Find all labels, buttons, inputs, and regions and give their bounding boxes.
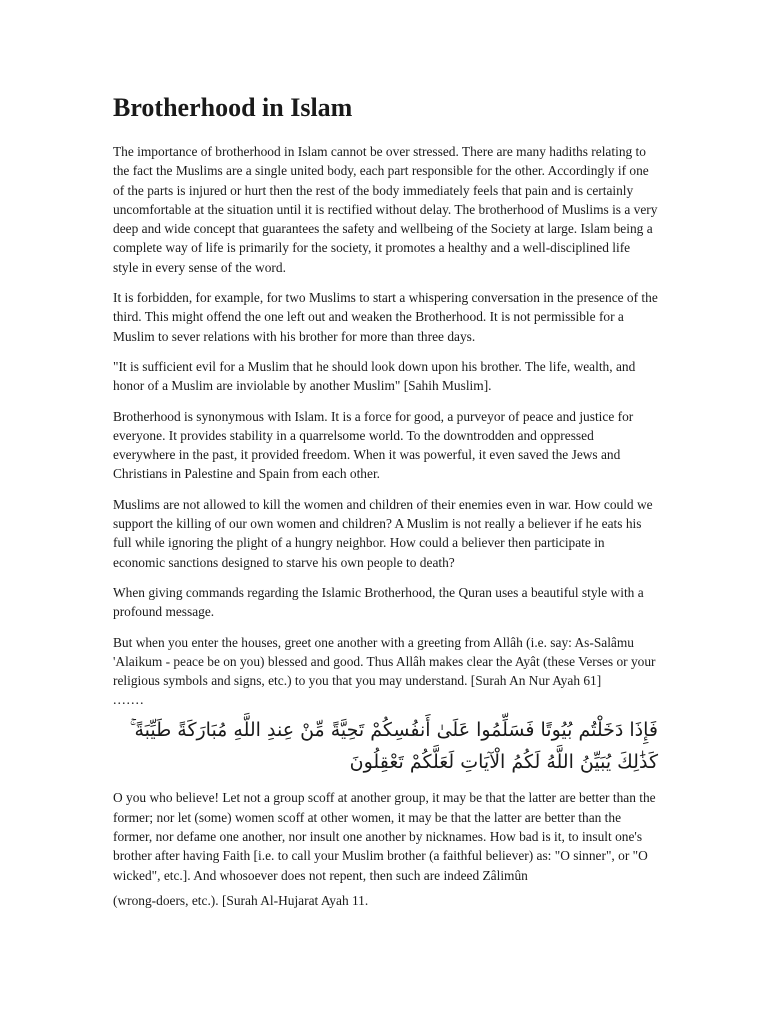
paragraph-synonymous: Brotherhood is synonymous with Islam. It is a force for good, a purveyor of peace and justice for everyone. It provides stability in a quarrelsome world. To the downtrodden and oppressed everywhere in the past, it provided freedom. When it was powerful, it even saved the Jews and Christians in Palestine and Spain from each other. <box>113 408 634 482</box>
paragraph-hujarat-reference: (wrong-doers, etc.). [Surah Al-Hujarat Ayah 11. <box>113 892 369 908</box>
paragraph-whispering: It is forbidden, for example, for two Muslims to start a whispering conversation in the presence of the third. This might offend the one left out and weaken the Brotherhood. It is not permissible for a Muslim to sever relations with his brother for more than three days. <box>113 290 658 344</box>
paragraph-brotherhood-importance: The importance of brotherhood in Islam cannot be over stressed. There are many hadiths relating to the fact the Muslims are a single united body, each part responsible for the other. Accordingly if one of the parts is injured or hurt then the rest of the body immediately feels that pain and is certainly uncomfortable at the situation until it is rectified without delay. The brotherhood of Muslims is a very deep and wide concept that guarantees the safety and wellbeing of the Society at large. Islam being a complete way of life is primarily for the society, it promotes a healthy and a well-disciplined life style in every sense of the word. <box>113 144 658 275</box>
paragraph-hadith-quote: "It is sufficient evil for a Muslim that he should look down upon his brother. The life, wealth, and honor of a Muslim are inviolable by another Muslim" [Sahih Muslim]. <box>113 358 636 394</box>
paragraph-hujarat: O you who believe! Let not a group scoff at another group, it may be that the latter are better than the former; nor let (some) women scoff at other women, it may be that the latter are better than the former, nor defame one another, nor insult one another by nicknames. How bad is it, to insult one's brother after having Faith [i.e. to call your Muslim brother (a faithful believer) as: "O sinner", or "O wicked", etc.]. And whosoever does not repent, then such are indeed Zâlimûn <box>113 790 656 883</box>
paragraph-quran-style: When giving commands regarding the Islamic Brotherhood, the Quran uses a beautiful style with a profound message. <box>113 584 644 620</box>
document-page <box>113 92 658 921</box>
arabic-verse: فَإِذَا دَخَلْتُم بُيُوتًا فَسَلِّمُوا عَلَىٰ أَنفُسِكُمْ تَحِيَّةً مِّنْ عِندِ اللَّهِ مُبَارَكَةً طَيِّبَةً ۚ كَذَٰلِكَ يُبَيِّنُ اللَّهُ لَكُمُ الْآيَاتِ لَعَلَّكُمْ تَعْقِلُونَ <box>129 719 658 774</box>
document-title: Brotherhood in Islam <box>113 93 353 122</box>
paragraph-surah-nur: But when you enter the houses, greet one another with a greeting from Allâh (i.e. say: As-Salâmu 'Alaikum - peace be on you) blessed and good. Thus Allâh makes clear the Ayât (these Verses or your religious symbols and signs, etc.) to you that you may understand. [Surah An Nur Ayah 61] <box>113 634 656 689</box>
ellipsis-dots: ....... <box>113 693 145 709</box>
paragraph-war: Muslims are not allowed to kill the women and children of their enemies even in war. How could we support the killing of our own women and children? A Muslim is not really a believer if he eats his full while ignoring the plight of a hungry neighbor. How could a believer then participate in economic sanctions designed to starve his own people to death? <box>113 496 653 570</box>
